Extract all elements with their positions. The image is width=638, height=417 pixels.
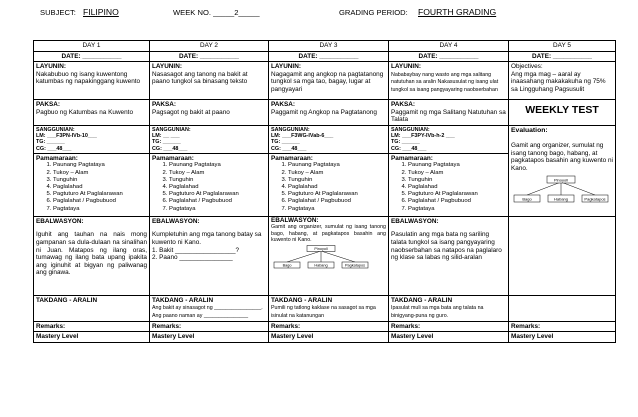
list-item: 1. Paunang Pagtataya [53, 162, 147, 169]
day-2-takdang-aralin [150, 295, 269, 321]
pamamaraan-label: Pamamaraan: [391, 154, 433, 162]
list-item: 6. Paglalahat / Pagbubuod [408, 198, 506, 205]
day-1-takdang-aralin [34, 295, 150, 321]
weekly-test-title: WEEKLY TEST [525, 104, 599, 117]
day-3-takdang-aralin [269, 295, 389, 321]
day-2-header: DAY 2 [150, 41, 269, 52]
lm-ref: LM: ___F3WG-IVab-6___ [271, 133, 334, 140]
day-4-pamamaraan [389, 153, 509, 216]
grading-period-label: GRADING PERIOD: [339, 8, 408, 17]
list-item: 6. Paglalahat / Pagbubuod [53, 198, 147, 205]
day-1-date: DATE: ___________ [34, 51, 150, 62]
ebalwasyon-text: Iguhit ang tauhan na nais mong gampanan sa dula-dulaan na sinalihan ni Juan. Matapos ng ilang oras, tumawag ng ilang bata upang ipakita ang iginuhit at bigyan ng paliwanag ang ginawa. [36, 231, 147, 277]
day-5-remarks: Remarks: [509, 321, 616, 332]
paksa-text: Paggamit ng Angkop na Pagtatanong [271, 108, 377, 116]
date-row [34, 51, 616, 62]
day-3-layunin [269, 62, 389, 100]
day-4-paksa [389, 100, 509, 126]
day-4-mastery-level: Mastery Level [389, 332, 509, 343]
remarks-row [34, 321, 616, 332]
sanggunian-label: SANGGUNIAN: [152, 126, 191, 133]
layunin-label: LAYUNIN: [271, 63, 301, 71]
day-1-sanggunian [34, 125, 150, 153]
list-item: 3. Tunguhin [408, 177, 506, 184]
layunin-row [34, 62, 616, 100]
day-3-remarks: Remarks: [269, 321, 389, 332]
pamamaraan-list [391, 162, 506, 212]
lm-ref: LM: __ ___ [152, 133, 180, 140]
layunin-label: LAYUNIN: [152, 63, 182, 71]
paksa-label: PAKSA: [36, 101, 61, 109]
day-2-paksa [150, 100, 269, 126]
ebalwasyon-text: Gamit ang organizer, sumulat ng isang tanong bago, habang, at pagkatapos basahin ang kuwento ni Kano. [271, 224, 386, 243]
layunin-text: Nasasagot ang tanong na bakit at paano tungkol sa binasang teksto [152, 70, 248, 86]
ebalwasyon-label: EBALWASYON: [152, 217, 200, 225]
day-3-header: DAY 3 [269, 41, 389, 52]
takdang-text: Pumili ng tatlong kaklase na sasagot sa mga isinulat na katanungan [271, 305, 376, 319]
organizer-left-label: Bago [522, 195, 532, 201]
takdang-aralin-label: TAKDANG - ARALIN [391, 296, 453, 304]
cg-ref: CG: ___48___ [36, 145, 72, 152]
day-1-remarks: Remarks: [34, 321, 150, 332]
sanggunian-label: SANGGUNIAN: [271, 126, 310, 133]
layunin-label: LAYUNIN: [36, 63, 66, 71]
pamamaraan-label: Pamamaraan: [36, 154, 78, 162]
pamamaraan-list [36, 162, 147, 212]
week-label: WEEK NO. _____2_____ [173, 8, 260, 17]
objectives-text: Ang mga mag – aaral ay inaasahang makakakuha ng 75% sa Lingguhang Pagsusulit [511, 70, 606, 93]
day-5-mastery-level: Mastery Level [509, 332, 616, 343]
day-2-date: DATE: ___________ [150, 51, 269, 62]
list-item: 3. Tunguhin [288, 177, 386, 184]
list-item: 4. Paglalahad [53, 184, 147, 191]
day-4-takdang-aralin [389, 295, 509, 321]
takdang-aralin-label: TAKDANG - ARALIN [36, 296, 98, 304]
list-item: 6. Paglalahat / Pagbubuod [288, 198, 386, 205]
list-item: 2. Tukoy – Alam [169, 170, 266, 177]
tg-ref: TG: ______ [36, 139, 65, 146]
organizer-right-label: Pagkatapos [584, 195, 606, 201]
pamamaraan-label: Pamamaraan: [152, 154, 194, 162]
paksa-text: Pagsagot ng bakit at paano [152, 108, 230, 116]
ebalwasyon-label: EBALWASYON: [391, 217, 439, 225]
list-item: 1. Paunang Pagtataya [408, 162, 506, 169]
organizer-left-label: Bago [282, 263, 292, 268]
cg-ref: CG: ___48___ [271, 145, 307, 152]
day-1-layunin [34, 62, 150, 100]
list-item: 1. Paunang Pagtataya [169, 162, 266, 169]
objectives-label: Objectives: [511, 63, 543, 71]
day-header-row [34, 41, 616, 52]
organizer-top-label: Pinoyoll [553, 176, 569, 182]
list-item: 7. Pagtataya [169, 206, 266, 213]
day-3-date: DATE: ___________ [269, 51, 389, 62]
evaluation-text: Gamit ang organizer, sumulat ng isang tanong bago, habang, at pagkatapos basahin ang kuwento ni Kano. [511, 142, 613, 172]
day-2-remarks: Remarks: [150, 321, 269, 332]
day-5-evaluation [509, 125, 616, 216]
mastery-level-row [34, 332, 616, 343]
takdang-aralin-label: TAKDANG - ARALIN [152, 296, 214, 304]
day-5-takdang-aralin [509, 295, 616, 321]
organizer-diagram [511, 175, 611, 205]
list-item: 5. Pagtuturo At Paglalarawan [408, 191, 506, 198]
ebalwasyon-intro: Kumpletuhin ang mga tanong batay sa kuwento ni Kano. [152, 231, 262, 246]
tg-ref: TG: ______ [152, 139, 181, 146]
lesson-plan-table [33, 40, 616, 343]
takdang-line-1: Ang bakit ay sinasagot ng ________________. [152, 305, 263, 312]
day-5-header: DAY 5 [509, 41, 616, 52]
list-item: 7. Pagtataya [53, 206, 147, 213]
paksa-row [34, 100, 616, 126]
list-item: 7. Pagtataya [288, 206, 386, 213]
day-1-paksa [34, 100, 150, 126]
list-item: 4. Paglalahad [408, 184, 506, 191]
pamamaraan-list [152, 162, 266, 212]
paksa-label: PAKSA: [391, 101, 416, 109]
organizer-middle-label: Habang [314, 263, 328, 268]
sanggunian-label: SANGGUNIAN: [36, 126, 75, 133]
sanggunian-label: SANGGUNIAN: [391, 126, 430, 133]
day-2-ebalwasyon [150, 216, 269, 295]
list-item: 4. Paglalahad [288, 184, 386, 191]
list-item: 2. Tukoy – Alam [53, 170, 147, 177]
day-5-paksa [509, 100, 616, 126]
takdang-aralin-row [34, 295, 616, 321]
list-item: 6. Paglalahat / Pagbubuod [169, 198, 266, 205]
grading-period-value: FOURTH GRADING [418, 7, 497, 17]
day-3-paksa [269, 100, 389, 126]
cg-ref: CG: ___48___ [391, 145, 427, 152]
day-1-ebalwasyon [34, 216, 150, 295]
day-5-ebalwasyon [509, 216, 616, 295]
day-1-mastery-level: Mastery Level [34, 332, 150, 343]
subject-value: FILIPINO [83, 7, 119, 17]
list-item: 5. Pagtuturo At Paglalarawan [288, 191, 386, 198]
list-item: 3. Tunguhin [53, 177, 147, 184]
organizer-top-label: Pinoyoll [314, 247, 328, 252]
organizer-right-label: Pagkatapos [344, 263, 366, 268]
organizer-diagram [271, 245, 371, 272]
day-1-header: DAY 1 [34, 41, 150, 52]
question-2: 2. Paano _______________ [152, 254, 233, 262]
pamamaraan-label: Pamamaraan: [271, 154, 313, 162]
day-5-date: DATE: ___________ [509, 51, 616, 62]
layunin-text: Nagagamit ang angkop na pagtatanong tungkol sa mga tao, bagay, lugar at pangyayari [271, 70, 384, 93]
day-4-ebalwasyon [389, 216, 509, 295]
ebalwasyon-label: EBALWASYON: [36, 217, 84, 225]
list-item: 1. Paunang Pagtataya [288, 162, 386, 169]
list-item: 4. Paglalahad [169, 184, 266, 191]
day-5-objectives [509, 62, 616, 100]
list-item: 5. Pagtuturo At Paglalarawan [53, 191, 147, 198]
tg-ref: TG: ______ [271, 139, 300, 146]
list-item: 2. Tukoy – Alam [408, 170, 506, 177]
layunin-text: Nakabubuo ng isang kuwentong katumbas ng napakinggang kuwento [36, 70, 141, 86]
layunin-text: Nababaybay nang wasto ang mga salitang natutuhan sa aralin Nakasusulat ng isang ulat tungkol sa isang pangyayaring naobserbahan [391, 71, 499, 93]
paksa-label: PAKSA: [152, 101, 177, 109]
takdang-aralin-label: TAKDANG - ARALIN [271, 296, 333, 304]
day-3-sanggunian [269, 125, 389, 153]
day-4-remarks: Remarks: [389, 321, 509, 332]
day-4-header: DAY 4 [389, 41, 509, 52]
day-4-layunin [389, 62, 509, 100]
day-4-date: DATE: ___________ [389, 51, 509, 62]
ebalwasyon-text: Pasulatin ang mga bata ng sariling talata tungkol sa isang pangyayaring naobserbahan sa natapos na paglalaro ng klase sa labas ng silid-aralan [391, 231, 502, 262]
day-3-mastery-level: Mastery Level [269, 332, 389, 343]
evaluation-label: Evaluation: [511, 126, 548, 134]
takdang-text: Ipasulat muli sa mga bata ang talata na binigyang-puna ng guro. [391, 305, 484, 319]
pamamaraan-list [271, 162, 386, 212]
day-2-mastery-level: Mastery Level [150, 332, 269, 343]
day-2-pamamaraan [150, 153, 269, 216]
day-2-sanggunian [150, 125, 269, 153]
ebalwasyon-row [34, 216, 616, 295]
list-item: 5. Pagtuturo At Paglalarawan [169, 191, 266, 198]
takdang-line-2: Ang paano naman ay _______________ [152, 312, 249, 319]
ebalwasyon-label: EBALWASYON: [271, 216, 319, 224]
paksa-text: Paggamit ng mga Salitang Natutuhan sa Talata [391, 108, 506, 124]
day-1-pamamaraan [34, 153, 150, 216]
lm-ref: LM: ___F3PN-IVb-10___ [36, 133, 97, 140]
sanggunian-row [34, 125, 616, 153]
paksa-text: Pagbuo ng Katumbas na Kuwento [36, 108, 133, 116]
day-4-sanggunian [389, 125, 509, 153]
paksa-label: PAKSA: [271, 101, 296, 109]
list-item: 7. Pagtataya [408, 206, 506, 213]
question-1: 1. Bakit _________________? [152, 246, 240, 254]
day-2-layunin [150, 62, 269, 100]
organizer-middle-label: Habang [553, 195, 569, 201]
document-header [0, 8, 638, 24]
subject-label: SUBJECT: [40, 8, 76, 17]
cg-ref: CG: ___48___ [152, 145, 188, 152]
day-3-pamamaraan [269, 153, 389, 216]
list-item: 2. Tukoy – Alam [288, 170, 386, 177]
day-3-ebalwasyon [269, 216, 389, 295]
lm-ref: LM: ___F3PY-IVb-h-2 ___ [391, 133, 455, 140]
list-item: 3. Tunguhin [169, 177, 266, 184]
layunin-label: LAYUNIN: [391, 63, 421, 71]
tg-ref: TG: ______ [391, 139, 420, 146]
